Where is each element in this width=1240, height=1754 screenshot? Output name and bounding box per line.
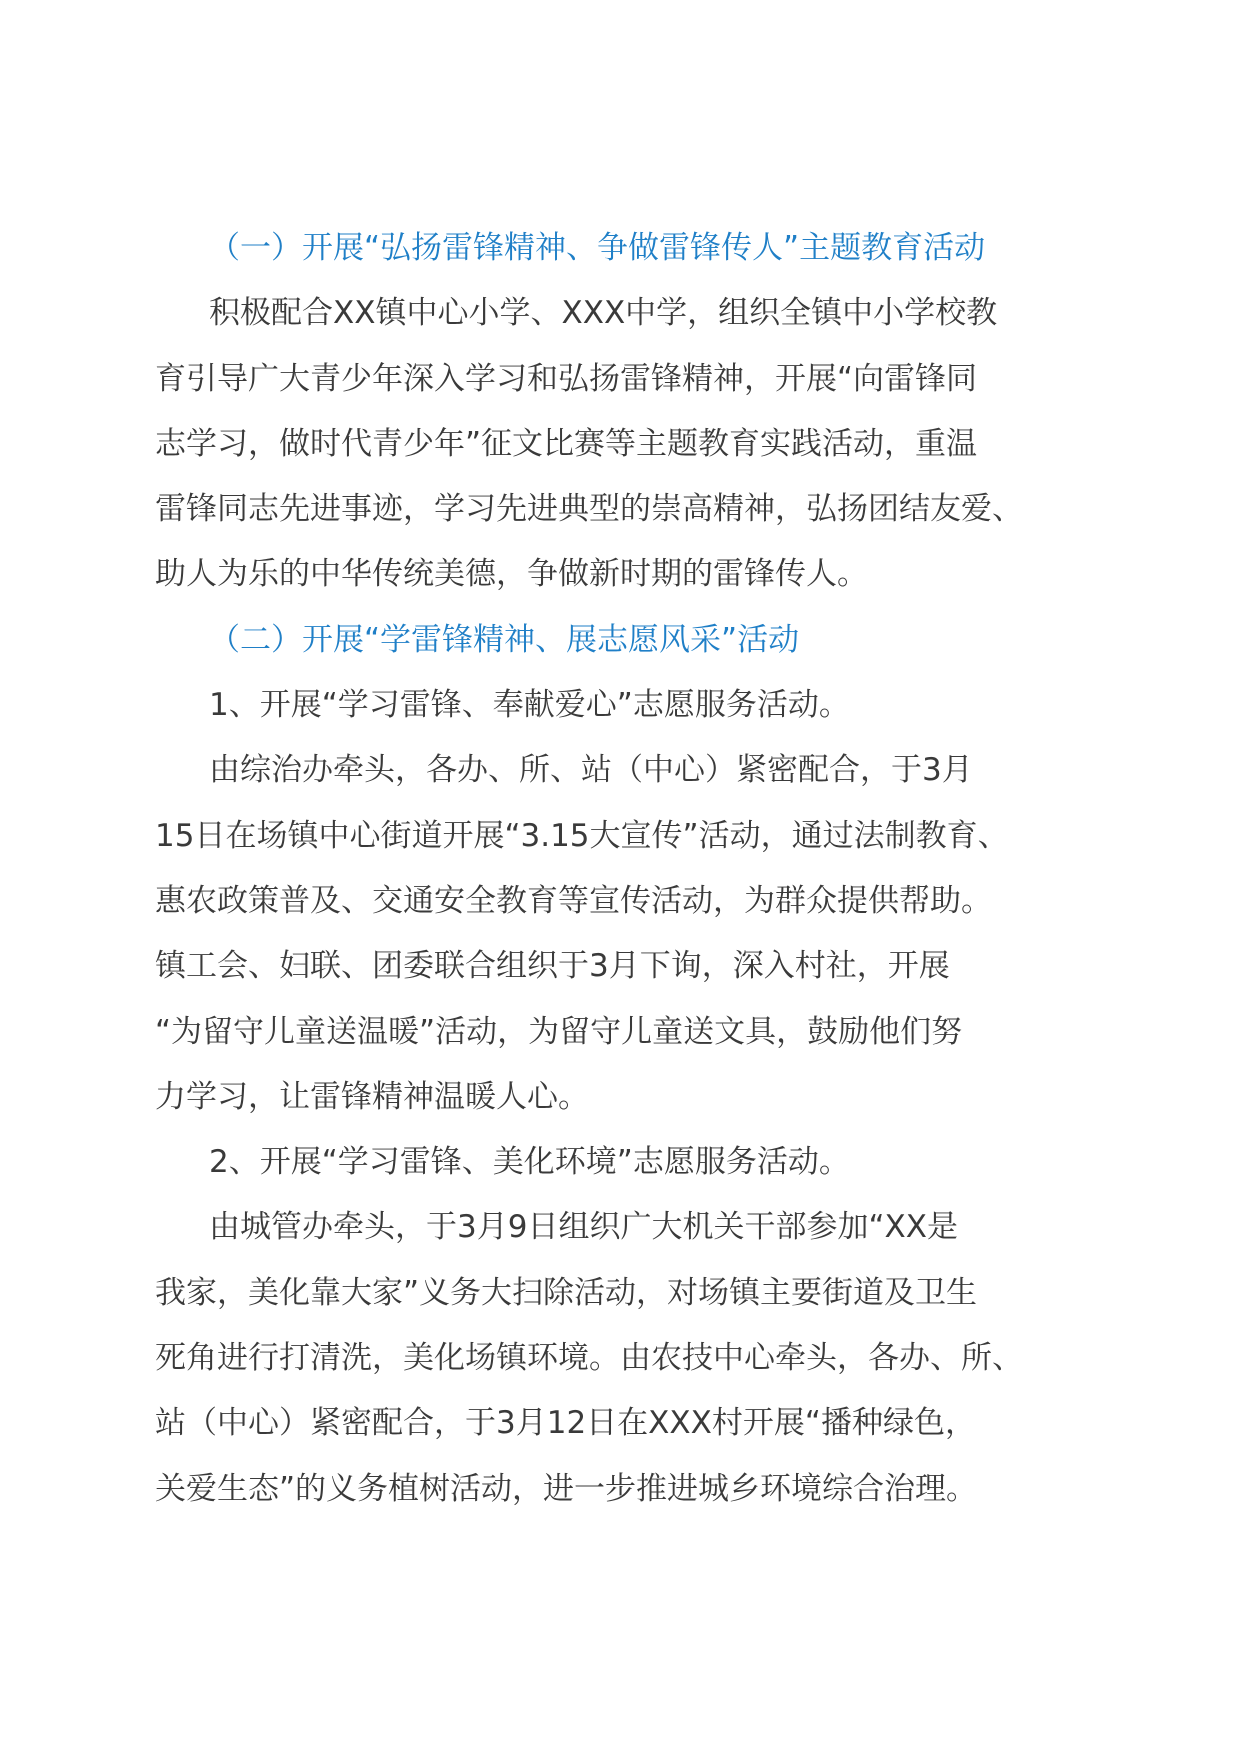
item-1-title: 1、开展“学习雷锋、奉献爱心”志愿服务活动。 [209, 687, 850, 724]
item-2-title: 2、开展“学习雷锋、美化环境”志愿服务活动。 [209, 1144, 850, 1181]
paragraph-line: 由综治办牵头，各办、所、站（中心）紧密配合，于3月 [209, 752, 973, 789]
paragraph-line: 志学习，做时代青少年”征文比赛等主题教育实践活动，重温 [155, 425, 978, 462]
paragraph-line: 雷锋同志先进事迹，学习先进典型的崇高精神，弘扬团结友爱、 [155, 491, 1023, 528]
paragraph-line: 育引导广大青少年深入学习和弘扬雷锋精神，开展“向雷锋同 [155, 360, 978, 397]
paragraph-line: 由城管办牵头，于3月9日组织广大机关干部参加“XX是 [209, 1209, 958, 1246]
paragraph-line: 死角进行打清洗，美化场镇环境。由农技中心牵头，各办、所、 [155, 1340, 1023, 1377]
paragraph-line: 镇工会、妇联、团委联合组织于3月下询，深入村社，开展 [155, 948, 950, 985]
paragraph-line: 关爱生态”的义务植树活动，进一步推进城乡环境综合治理。 [155, 1470, 978, 1507]
paragraph-line: 助人为乐的中华传统美德，争做新时期的雷锋传人。 [155, 556, 868, 593]
paragraph-line: “为留守儿童送温暖”活动，为留守儿童送文具，鼓励他们努 [155, 1013, 963, 1050]
section-1-heading: （一）开展“弘扬雷锋精神、争做雷锋传人”主题教育活动 [209, 230, 986, 266]
paragraph-line: 站（中心）紧密配合，于3月12日在XXX村开展“播种绿色， [155, 1405, 976, 1442]
section-2-heading: （二）开展“学雷锋精神、展志愿风采”活动 [209, 621, 800, 658]
paragraph-line: 我家，美化靠大家”义务大扫除活动，对场镇主要街道及卫生 [155, 1274, 978, 1311]
document-body [155, 216, 1085, 1522]
paragraph-line: 力学习，让雷锋精神温暖人心。 [155, 1078, 589, 1115]
paragraph-line: 惠农政策普及、交通安全教育等宣传活动，为群众提供帮助。 [155, 882, 992, 919]
paragraph-line: 积极配合XX镇中心小学、XXX中学，组织全镇中小学校教 [209, 295, 998, 332]
paragraph-line: 15日在场镇中心街道开展“3.15大宣传”活动，通过法制教育、 [155, 817, 1009, 854]
